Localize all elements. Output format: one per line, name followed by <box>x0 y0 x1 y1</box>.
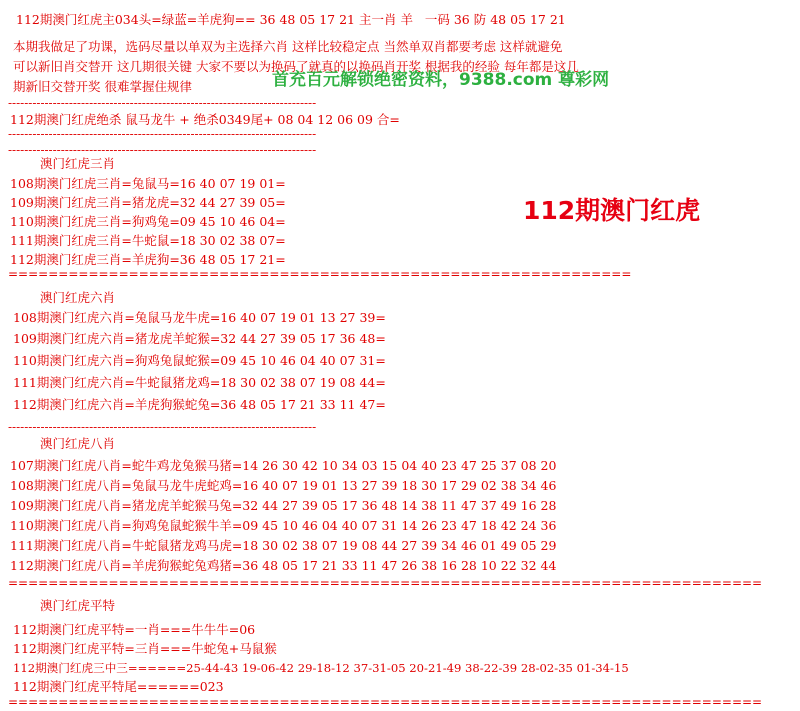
section-title-six: 澳门红虎六肖 <box>40 290 116 305</box>
separator: ---------------------------------------------------------------------------- <box>8 143 317 157</box>
separator: ---------------------------------------------------------------------------- <box>8 127 317 141</box>
separator: ---------------------------------------------------------------------------- <box>8 96 317 110</box>
list-item: 112期澳门红虎三中三======25-44-43 19-06-42 29-18-12 37-31-05 20-21-49 38-22-39 28-02-35 01-34-15 <box>13 661 629 675</box>
list-item: 111期澳门红虎三肖=牛蛇鼠=18 30 02 38 07= <box>10 233 286 248</box>
list-item: 111期澳门红虎六肖=牛蛇鼠猪龙鸡=18 30 02 38 07 19 08 44= <box>13 375 386 390</box>
separator: ============================================================== <box>8 267 632 281</box>
section-title-flat: 澳门红虎平特 <box>40 598 116 613</box>
separator: ---------------------------------------------------------------------------- <box>8 420 317 434</box>
separator: =========================================================================== <box>8 576 763 590</box>
list-item: 110期澳门红虎六肖=狗鸡兔鼠蛇猴=09 45 10 46 04 40 07 31= <box>13 353 386 368</box>
list-item: 108期澳门红虎三肖=兔鼠马=16 40 07 19 01= <box>10 176 286 191</box>
promo-watermark: 首充百元解锁绝密资料，9388.com 尊彩网 <box>272 70 610 90</box>
list-item: 112期澳门红虎平特=三肖===牛蛇兔+马鼠猴 <box>13 641 277 656</box>
list-item: 112期澳门红虎六肖=羊虎狗猴蛇兔=36 48 05 17 21 33 11 47= <box>13 397 386 412</box>
kill-line: 112期澳门红虎绝杀 鼠马龙牛 + 绝杀0349尾+ 08 04 12 06 09 合= <box>10 112 400 127</box>
list-item: 112期澳门红虎八肖=羊虎狗猴蛇兔鸡猪=36 48 05 17 21 33 11 47 26 38 16 28 10 22 32 44 <box>10 558 557 573</box>
intro-line-3: 期新旧交替开奖 很难掌握住规律 <box>13 79 192 94</box>
list-item: 109期澳门红虎三肖=猪龙虎=32 44 27 39 05= <box>10 195 286 210</box>
header-summary-line: 112期澳门红虎主034头=绿蓝=羊虎狗== 36 48 05 17 21 主一肖 羊 一码 36 防 48 05 17 21 <box>16 12 566 27</box>
list-item: 108期澳门红虎八肖=兔鼠马龙牛虎蛇鸡=16 40 07 19 01 13 27 39 18 30 17 29 02 38 34 46 <box>10 478 557 493</box>
list-item: 109期澳门红虎八肖=猪龙虎羊蛇猴马兔=32 44 27 39 05 17 36 48 14 38 11 47 37 49 16 28 <box>10 498 557 513</box>
list-item: 112期澳门红虎三肖=羊虎狗=36 48 05 17 21= <box>10 252 286 267</box>
list-item: 112期澳门红虎平特=一肖===牛牛牛=06 <box>13 622 256 637</box>
section-title-three: 澳门红虎三肖 <box>40 156 116 171</box>
list-item: 108期澳门红虎六肖=兔鼠马龙牛虎=16 40 07 19 01 13 27 39= <box>13 310 386 325</box>
list-item: 110期澳门红虎八肖=狗鸡兔鼠蛇猴牛羊=09 45 10 46 04 40 07 31 14 26 23 47 18 42 24 36 <box>10 518 557 533</box>
list-item: 109期澳门红虎六肖=猪龙虎羊蛇猴=32 44 27 39 05 17 36 48= <box>13 331 386 346</box>
intro-line-2: 可以新旧肖交替开 这几期很关键 大家不要以为换码了就真的以换码肖开奖 根据我的经验 每年都是这几 <box>13 59 579 74</box>
list-item: 110期澳门红虎三肖=狗鸡兔=09 45 10 46 04= <box>10 214 286 229</box>
intro-line-1: 本期我做足了功课，选码尽量以单双为主选择六肖 这样比较稳定点 当然单双肖都要考虑 这样就避免 <box>13 39 563 54</box>
section-title-eight: 澳门红虎八肖 <box>40 436 116 451</box>
list-item: 111期澳门红虎八肖=牛蛇鼠猪龙鸡马虎=18 30 02 38 07 19 08 44 27 39 34 46 01 49 05 29 <box>10 538 557 553</box>
list-item: 112期澳门红虎平特尾======023 <box>13 679 224 694</box>
separator: =========================================================================== <box>8 695 763 709</box>
list-item: 107期澳门红虎八肖=蛇牛鸡龙兔猴马猪=14 26 30 42 10 34 03 15 04 40 23 47 25 37 08 20 <box>10 458 557 473</box>
issue-big-title: 112期澳门红虎 <box>523 196 701 225</box>
